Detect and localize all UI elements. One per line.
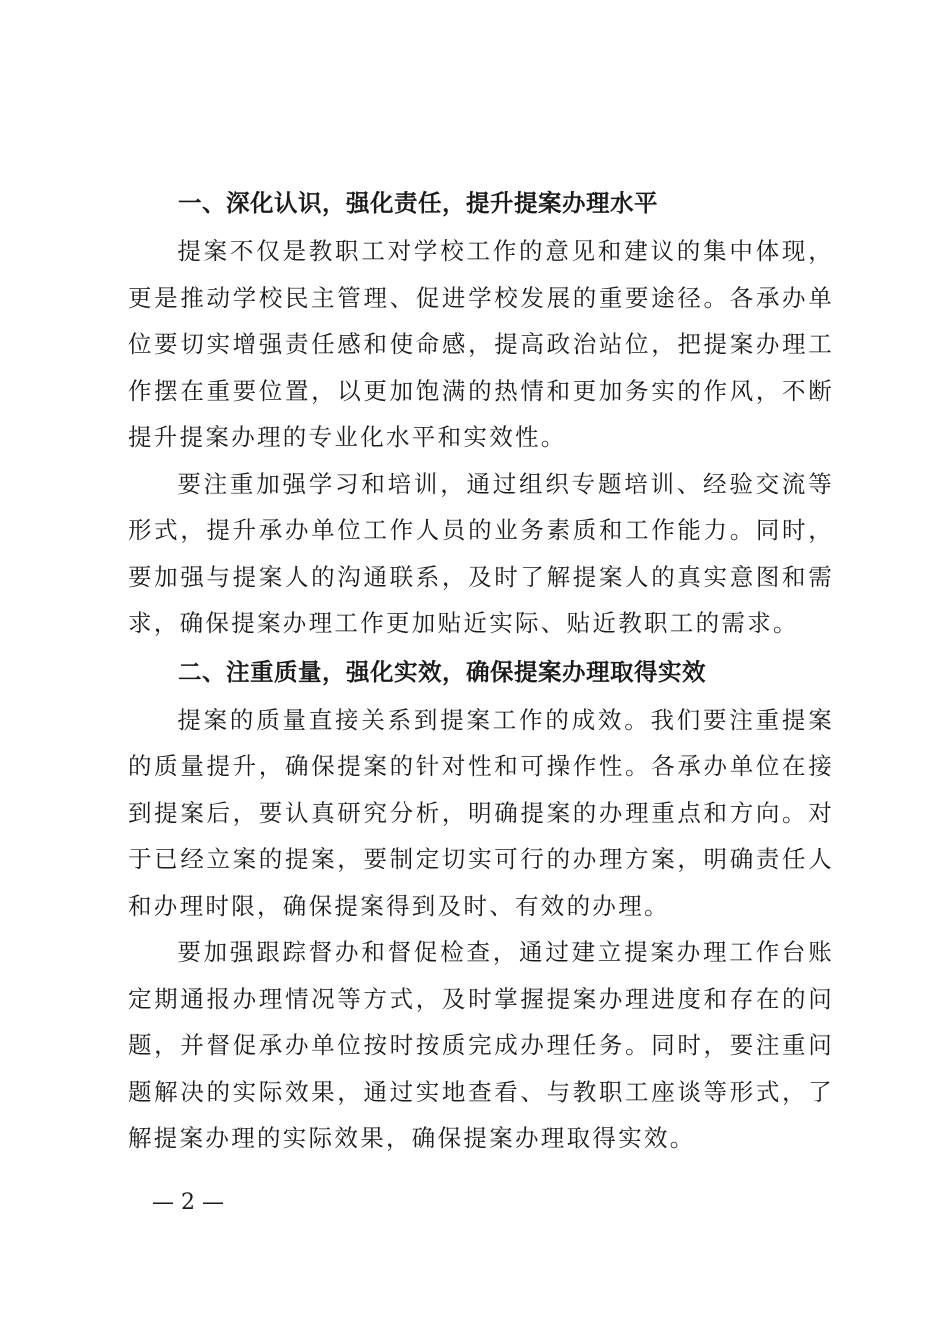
section-1-heading: 一、深化认识，强化责任，提升提案办理水平 xyxy=(178,189,658,217)
section-2-heading: 二、注重质量，强化实效，确保提案办理取得实效 xyxy=(178,657,706,686)
section-1-paragraph-2: 要注重加强学习和培训，通过组织专题培训、经验交流等形式，提升承办单位工作人员的业务素质和工作能力。同时，要加强与提案人的沟通联系，及时了解提案人的真实意图和需求，确保提案办理工作更加贴近实际、贴近教职工的需求。 xyxy=(128,469,834,637)
section-2-paragraph-2: 要加强跟踪督办和督促检查，通过建立提案办理工作台账定期通报办理情况等方式，及时掌握提案办理进度和存在的问题，并督促承办单位按时按质完成办理任务。同时，要注重问题解决的实际效果，通过实地查看、与教职工座谈等形式，了解提案办理的实际效果，确保提案办理取得实效。 xyxy=(128,938,834,1152)
section-2-paragraph-1: 提案的质量直接关系到提案工作的成效。我们要注重提案的质量提升，确保提案的针对性和可操作性。各承办单位在接到提案后，要认真研究分析，明确提案的办理重点和方向。对于已经立案的提案，要制定切实可行的办理方案，明确责任人和办理时限，确保提案得到及时、有效的办理。 xyxy=(128,705,834,920)
page-number: — 2 — xyxy=(152,1190,224,1215)
section-1-paragraph-1: 提案不仅是教职工对学校工作的意见和建议的集中体现，更是推动学校民主管理、促进学校发展的重要途径。各承办单位要切实增强责任感和使命感，提高政治站位，把提案办理工作摆在重要位置，以更加饱满的热情和更加务实的作风，不断提升提案办理的专业化水平和实效性。 xyxy=(128,237,834,451)
document-body xyxy=(128,178,834,1162)
